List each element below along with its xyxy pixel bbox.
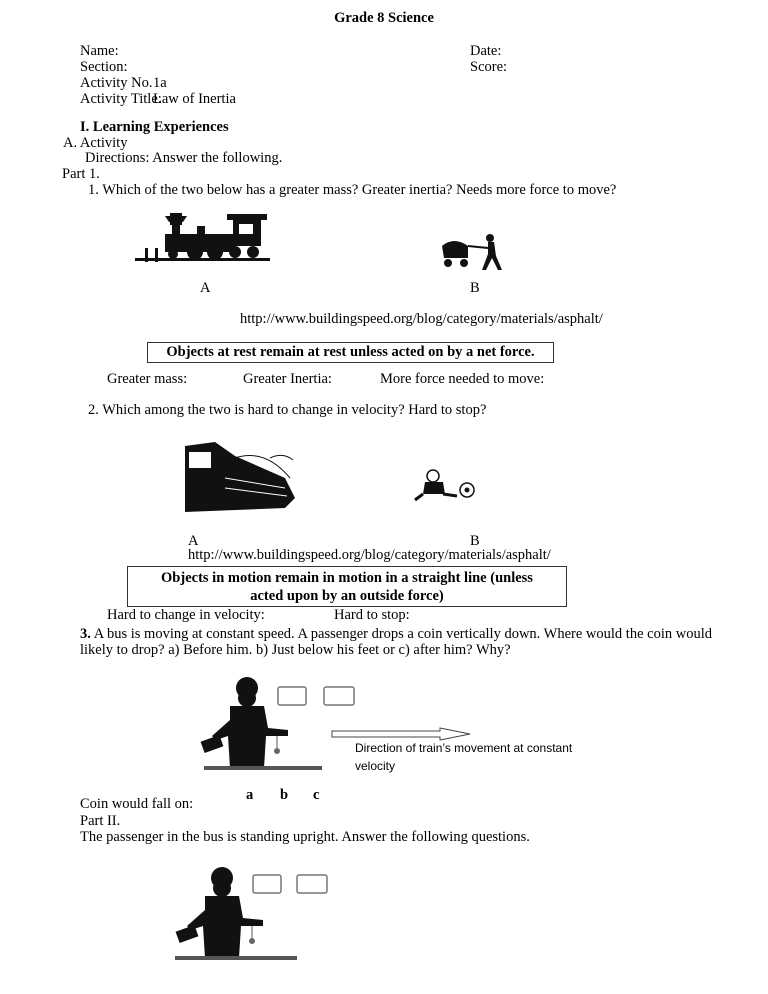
part2-label: Part II. [80,813,121,829]
date-label: Date: [470,43,502,59]
direction-caption-line1: Direction of train’s movement at constant [355,741,573,755]
q1-label-a: A [200,280,211,296]
q1-label-b: B [470,280,480,296]
activity-no-value: 1a [153,75,167,91]
activity-no-label: Activity No. [80,75,153,91]
activity-title-label: Activity Title: [80,91,162,107]
name-label: Name: [80,43,119,59]
question-1: 1. Which of the two below has a greater mass? Greater inertia? Needs more force to move? [88,182,617,198]
more-force-label: More force needed to move: [380,371,545,387]
score-label: Score: [470,59,508,75]
section-label: Section: [80,59,128,75]
activity-label: A. Activity [63,135,128,151]
position-c: c [313,787,320,803]
steam-train-image [175,438,297,516]
section-heading: I. Learning Experiences [80,119,229,135]
directions: Directions: Answer the following. [85,150,283,166]
q2-label-b: B [470,533,480,549]
position-b: b [280,787,289,803]
law-of-rest-box [147,342,554,363]
hard-to-change-label: Hard to change in velocity: [107,607,265,623]
locomotive-image [135,208,270,264]
law-of-motion-line1: Objects in motion remain in motion in a straight line (unless [161,570,533,586]
position-a: a [246,787,254,803]
law-of-rest-text: Objects at rest remain at rest unless acted on by a net force. [166,344,535,360]
greater-inertia-label: Greater Inertia: [243,371,332,387]
coin-answer-label: Coin would fall on: [80,796,194,812]
activity-title-value: Law of Inertia [153,91,236,107]
question-3-number: 3. [80,626,91,642]
law-of-motion-line2: acted upon by an outside force) [250,588,444,604]
q2-source-url: http://www.buildingspeed.org/blog/category/materials/asphalt/ [188,547,551,563]
question-3-line1: A bus is moving at constant speed. A passenger drops a coin vertically down. Where would the coin would [90,626,712,642]
part1-label: Part 1. [62,166,100,182]
direction-caption-line2: velocity [355,759,396,773]
passenger-diagram [200,676,490,776]
baby-stroller-image [440,232,505,272]
question-3-line2: likely to drop? a) Before him. b) Just below his feet or c) after him? Why? [80,642,511,658]
greater-mass-label: Greater mass: [107,371,188,387]
boy-kicking-ball-image [413,468,477,502]
q2-label-a: A [188,533,199,549]
question-2: 2. Which among the two is hard to change in velocity? Hard to stop? [88,402,487,418]
law-of-motion-box [127,566,567,607]
hard-to-stop-label: Hard to stop: [334,607,410,623]
page-title: Grade 8 Science [334,10,434,26]
part2-text: The passenger in the bus is standing upright. Answer the following questions. [80,829,530,845]
q1-source-url: http://www.buildingspeed.org/blog/category/materials/asphalt/ [240,311,603,327]
passenger-diagram-2 [175,866,335,966]
